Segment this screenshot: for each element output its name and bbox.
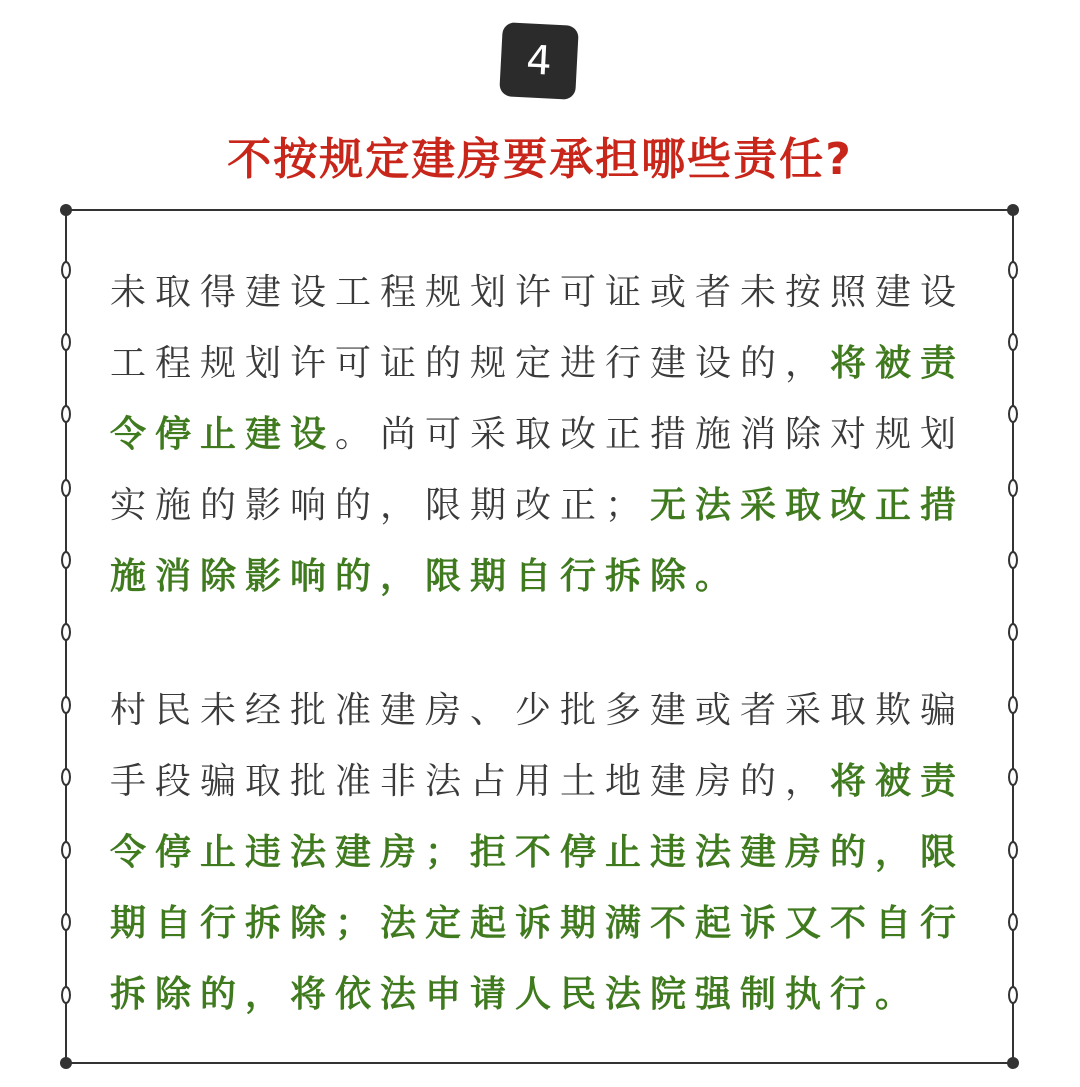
frame-ring: [1009, 624, 1017, 640]
frame-ring: [1009, 552, 1017, 568]
frame-corner-dot: [1007, 1057, 1019, 1069]
frame-ring: [62, 987, 70, 1003]
frame-ring: [62, 334, 70, 350]
frame-ring: [1009, 406, 1017, 422]
frame-ring: [62, 406, 70, 422]
paragraph-1-segment: 未取得建设工程规划许可证或者未按照建设工程规划许可证的规定进行建设的，: [110, 272, 966, 384]
paragraph-2-segment: 村民未经批准建房、少批多建或者采取欺骗手段骗取批准非法占用土地建房的，: [110, 690, 966, 802]
frame-ring: [1009, 480, 1017, 496]
frame-ring: [62, 262, 70, 278]
frame-ring: [1009, 987, 1017, 1003]
frame-right-border: [1009, 210, 1017, 1063]
frame-ring: [62, 914, 70, 930]
frame-corner-dot: [60, 1057, 72, 1069]
frame-ring: [62, 552, 70, 568]
frame-ring: [62, 769, 70, 785]
frame-corner-dot: [60, 204, 72, 216]
frame-ring: [1009, 914, 1017, 930]
frame-ring: [1009, 697, 1017, 713]
paragraph-1: [110, 257, 980, 612]
section-number-badge: 4: [499, 22, 579, 100]
paragraph-1-segment: 。尚可采取改正措施消除对规划实施的影响的，限期改正；: [110, 414, 966, 526]
page-title: 不按规定建房要承担哪些责任?: [227, 134, 853, 185]
frame-ring: [1009, 769, 1017, 785]
frame-ring: [62, 480, 70, 496]
frame-left-border: [62, 210, 70, 1063]
paragraph-1-highlight: 无法采取改正措施消除影响的，限期自行拆除。: [110, 485, 966, 597]
paragraph-1-highlight: 将被责令停止建设: [110, 343, 966, 455]
frame-ring: [1009, 842, 1017, 858]
frame-corner-dot: [1007, 204, 1019, 216]
frame-ring: [1009, 262, 1017, 278]
paragraph-2-highlight: 将被责令停止违法建房；拒不停止违法建房的，限期自行拆除；法定起诉期满不起诉又不自行拆除的，将依法申请人民法院强制执行。: [110, 761, 966, 1015]
frame-ring: [1009, 334, 1017, 350]
frame-ring: [62, 624, 70, 640]
frame-ring: [62, 842, 70, 858]
paragraph-2: [110, 675, 980, 1030]
frame-ring: [62, 697, 70, 713]
